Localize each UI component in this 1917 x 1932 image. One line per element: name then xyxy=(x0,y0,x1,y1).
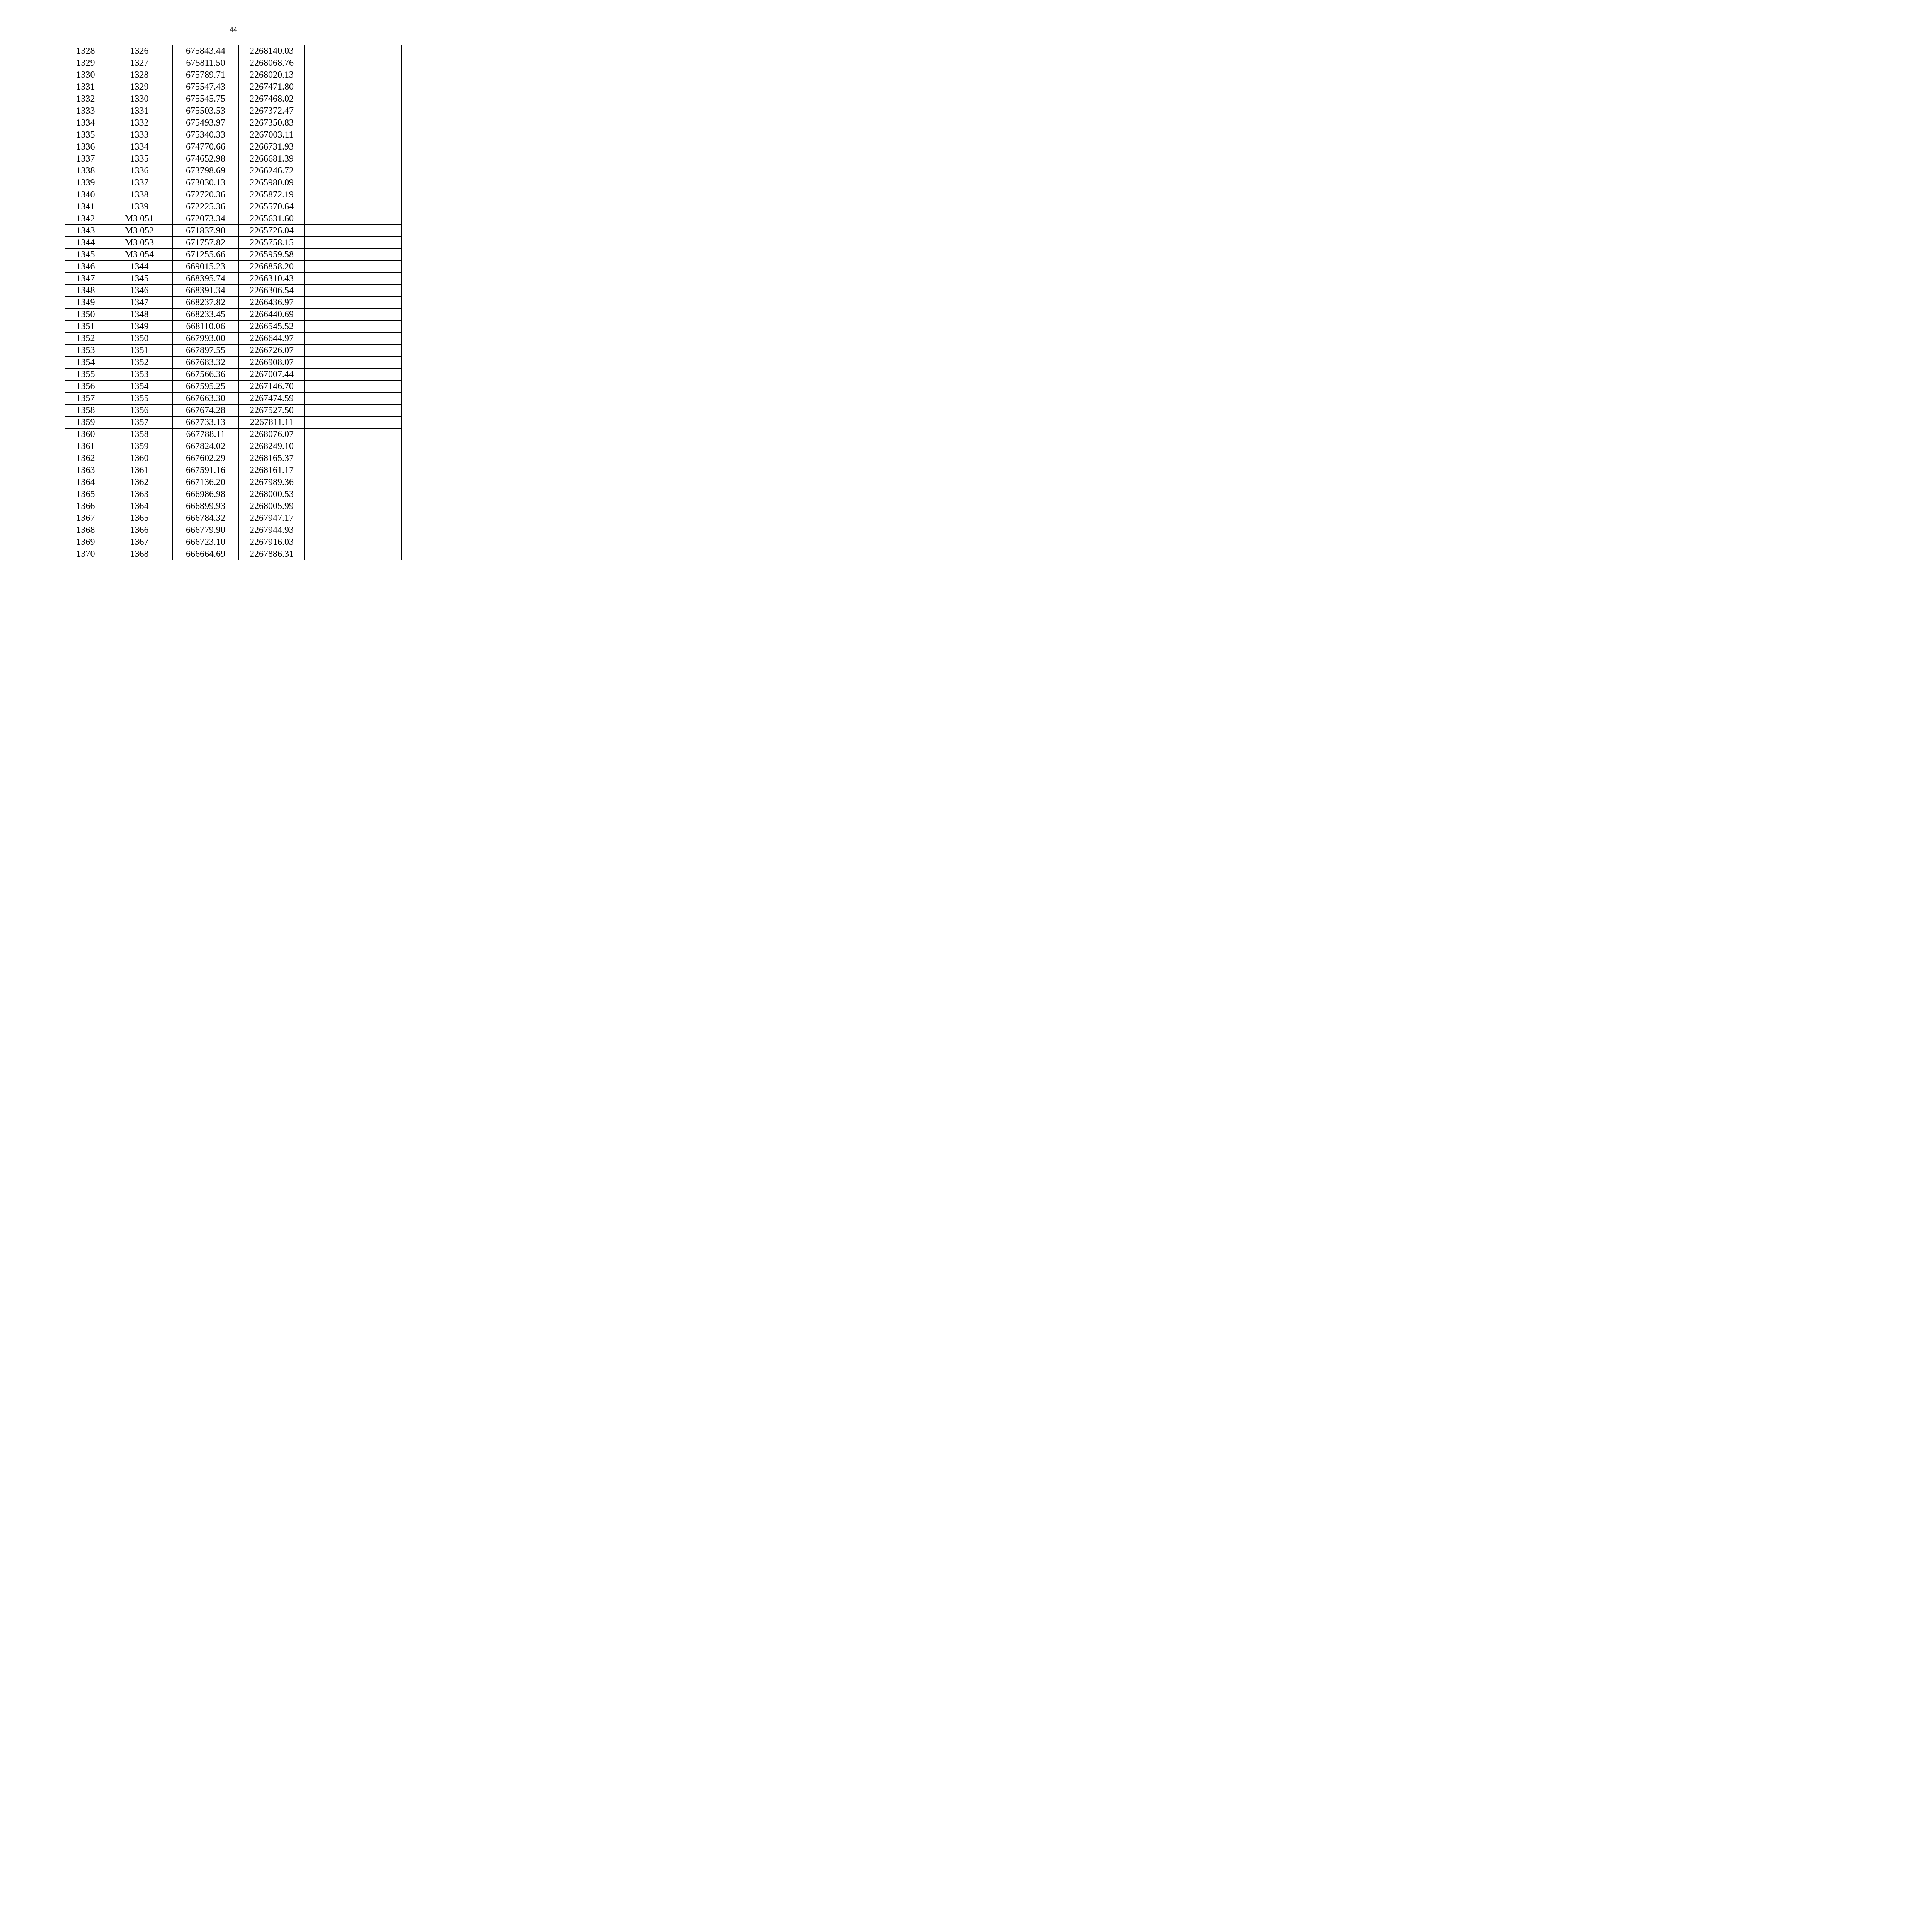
x-coordinate-cell: 672720.36 xyxy=(173,189,239,201)
note-cell xyxy=(305,417,402,429)
table-row xyxy=(65,81,402,93)
table-row xyxy=(65,237,402,249)
table-row xyxy=(65,369,402,381)
x-coordinate-cell: 671255.66 xyxy=(173,249,239,261)
note-cell xyxy=(305,45,402,57)
note-cell xyxy=(305,393,402,405)
point-id-cell: 1344 xyxy=(106,261,173,273)
point-id-cell: 1363 xyxy=(106,488,173,500)
table-row xyxy=(65,488,402,500)
table-row xyxy=(65,117,402,129)
x-coordinate-cell: 671757.82 xyxy=(173,237,239,249)
note-cell xyxy=(305,153,402,165)
point-id-cell: 1346 xyxy=(106,285,173,297)
point-id-cell: МЗ 052 xyxy=(106,225,173,237)
y-coordinate-cell: 2266545.52 xyxy=(239,321,305,333)
x-coordinate-cell: 671837.90 xyxy=(173,225,239,237)
note-cell xyxy=(305,189,402,201)
x-coordinate-cell: 666986.98 xyxy=(173,488,239,500)
point-id-cell: 1345 xyxy=(106,273,173,285)
y-coordinate-cell: 2267989.36 xyxy=(239,476,305,488)
x-coordinate-cell: 675493.97 xyxy=(173,117,239,129)
x-coordinate-cell: 672225.36 xyxy=(173,201,239,213)
note-cell xyxy=(305,464,402,476)
y-coordinate-cell: 2266644.97 xyxy=(239,333,305,345)
table-row xyxy=(65,309,402,321)
point-id-cell: 1361 xyxy=(106,464,173,476)
note-cell xyxy=(305,476,402,488)
table-row xyxy=(65,345,402,357)
point-id-cell: 1351 xyxy=(106,345,173,357)
note-cell xyxy=(305,536,402,548)
point-number-cell: 1350 xyxy=(65,309,106,321)
table-row xyxy=(65,285,402,297)
point-number-cell: 1360 xyxy=(65,429,106,440)
point-number-cell: 1342 xyxy=(65,213,106,225)
table-row xyxy=(65,57,402,69)
table-row xyxy=(65,429,402,440)
point-number-cell: 1340 xyxy=(65,189,106,201)
point-id-cell: МЗ 053 xyxy=(106,237,173,249)
table-row xyxy=(65,536,402,548)
point-id-cell: 1335 xyxy=(106,153,173,165)
y-coordinate-cell: 2267947.17 xyxy=(239,512,305,524)
point-id-cell: МЗ 051 xyxy=(106,213,173,225)
table-row xyxy=(65,512,402,524)
y-coordinate-cell: 2266858.20 xyxy=(239,261,305,273)
point-number-cell: 1353 xyxy=(65,345,106,357)
x-coordinate-cell: 667993.00 xyxy=(173,333,239,345)
point-id-cell: 1352 xyxy=(106,357,173,369)
note-cell xyxy=(305,548,402,560)
point-number-cell: 1348 xyxy=(65,285,106,297)
point-id-cell: 1348 xyxy=(106,309,173,321)
y-coordinate-cell: 2268076.07 xyxy=(239,429,305,440)
coordinates-table-body xyxy=(65,45,402,560)
note-cell xyxy=(305,141,402,153)
note-cell xyxy=(305,309,402,321)
point-number-cell: 1368 xyxy=(65,524,106,536)
point-id-cell: 1350 xyxy=(106,333,173,345)
note-cell xyxy=(305,381,402,393)
table-row xyxy=(65,249,402,261)
table-row xyxy=(65,321,402,333)
note-cell xyxy=(305,237,402,249)
x-coordinate-cell: 673798.69 xyxy=(173,165,239,177)
x-coordinate-cell: 666723.10 xyxy=(173,536,239,548)
point-number-cell: 1370 xyxy=(65,548,106,560)
y-coordinate-cell: 2268165.37 xyxy=(239,452,305,464)
x-coordinate-cell: 675503.53 xyxy=(173,105,239,117)
note-cell xyxy=(305,81,402,93)
y-coordinate-cell: 2268020.13 xyxy=(239,69,305,81)
point-number-cell: 1369 xyxy=(65,536,106,548)
point-number-cell: 1363 xyxy=(65,464,106,476)
point-number-cell: 1347 xyxy=(65,273,106,285)
point-number-cell: 1328 xyxy=(65,45,106,57)
y-coordinate-cell: 2266310.43 xyxy=(239,273,305,285)
table-row xyxy=(65,93,402,105)
table-row xyxy=(65,189,402,201)
point-number-cell: 1331 xyxy=(65,81,106,93)
note-cell xyxy=(305,345,402,357)
point-id-cell: МЗ 054 xyxy=(106,249,173,261)
table-row xyxy=(65,153,402,165)
x-coordinate-cell: 666899.93 xyxy=(173,500,239,512)
y-coordinate-cell: 2266246.72 xyxy=(239,165,305,177)
point-number-cell: 1349 xyxy=(65,297,106,309)
x-coordinate-cell: 667683.32 xyxy=(173,357,239,369)
point-number-cell: 1357 xyxy=(65,393,106,405)
y-coordinate-cell: 2267811.11 xyxy=(239,417,305,429)
y-coordinate-cell: 2267944.93 xyxy=(239,524,305,536)
table-row xyxy=(65,333,402,345)
point-number-cell: 1338 xyxy=(65,165,106,177)
point-number-cell: 1365 xyxy=(65,488,106,500)
x-coordinate-cell: 675843.44 xyxy=(173,45,239,57)
point-id-cell: 1364 xyxy=(106,500,173,512)
y-coordinate-cell: 2267886.31 xyxy=(239,548,305,560)
x-coordinate-cell: 672073.34 xyxy=(173,213,239,225)
table-row xyxy=(65,464,402,476)
point-number-cell: 1362 xyxy=(65,452,106,464)
note-cell xyxy=(305,213,402,225)
x-coordinate-cell: 667595.25 xyxy=(173,381,239,393)
table-row xyxy=(65,297,402,309)
y-coordinate-cell: 2265872.19 xyxy=(239,189,305,201)
note-cell xyxy=(305,285,402,297)
point-id-cell: 1349 xyxy=(106,321,173,333)
x-coordinate-cell: 667824.02 xyxy=(173,440,239,452)
point-number-cell: 1330 xyxy=(65,69,106,81)
x-coordinate-cell: 675547.43 xyxy=(173,81,239,93)
note-cell xyxy=(305,357,402,369)
table-row xyxy=(65,165,402,177)
point-number-cell: 1367 xyxy=(65,512,106,524)
table-row xyxy=(65,213,402,225)
point-id-cell: 1357 xyxy=(106,417,173,429)
point-number-cell: 1351 xyxy=(65,321,106,333)
y-coordinate-cell: 2267372.47 xyxy=(239,105,305,117)
table-row xyxy=(65,452,402,464)
point-number-cell: 1334 xyxy=(65,117,106,129)
table-row xyxy=(65,177,402,189)
point-id-cell: 1336 xyxy=(106,165,173,177)
table-row xyxy=(65,225,402,237)
x-coordinate-cell: 667897.55 xyxy=(173,345,239,357)
note-cell xyxy=(305,440,402,452)
note-cell xyxy=(305,225,402,237)
y-coordinate-cell: 2265959.58 xyxy=(239,249,305,261)
y-coordinate-cell: 2268005.99 xyxy=(239,500,305,512)
point-number-cell: 1345 xyxy=(65,249,106,261)
note-cell xyxy=(305,369,402,381)
point-number-cell: 1364 xyxy=(65,476,106,488)
point-id-cell: 1367 xyxy=(106,536,173,548)
y-coordinate-cell: 2267527.50 xyxy=(239,405,305,417)
x-coordinate-cell: 667602.29 xyxy=(173,452,239,464)
table-row xyxy=(65,417,402,429)
point-number-cell: 1355 xyxy=(65,369,106,381)
table-row xyxy=(65,261,402,273)
x-coordinate-cell: 668110.06 xyxy=(173,321,239,333)
point-number-cell: 1361 xyxy=(65,440,106,452)
point-id-cell: 1328 xyxy=(106,69,173,81)
point-id-cell: 1339 xyxy=(106,201,173,213)
y-coordinate-cell: 2268000.53 xyxy=(239,488,305,500)
point-number-cell: 1343 xyxy=(65,225,106,237)
table-row xyxy=(65,141,402,153)
x-coordinate-cell: 668391.34 xyxy=(173,285,239,297)
point-number-cell: 1335 xyxy=(65,129,106,141)
note-cell xyxy=(305,93,402,105)
point-id-cell: 1334 xyxy=(106,141,173,153)
note-cell xyxy=(305,69,402,81)
note-cell xyxy=(305,524,402,536)
x-coordinate-cell: 675811.50 xyxy=(173,57,239,69)
x-coordinate-cell: 668237.82 xyxy=(173,297,239,309)
y-coordinate-cell: 2267007.44 xyxy=(239,369,305,381)
point-id-cell: 1327 xyxy=(106,57,173,69)
point-id-cell: 1329 xyxy=(106,81,173,93)
x-coordinate-cell: 667733.13 xyxy=(173,417,239,429)
point-number-cell: 1333 xyxy=(65,105,106,117)
coordinates-table xyxy=(65,45,402,560)
y-coordinate-cell: 2267916.03 xyxy=(239,536,305,548)
note-cell xyxy=(305,57,402,69)
x-coordinate-cell: 674770.66 xyxy=(173,141,239,153)
table-row xyxy=(65,393,402,405)
point-number-cell: 1336 xyxy=(65,141,106,153)
table-row xyxy=(65,201,402,213)
y-coordinate-cell: 2265570.64 xyxy=(239,201,305,213)
x-coordinate-cell: 668233.45 xyxy=(173,309,239,321)
note-cell xyxy=(305,117,402,129)
point-id-cell: 1338 xyxy=(106,189,173,201)
note-cell xyxy=(305,261,402,273)
point-number-cell: 1344 xyxy=(65,237,106,249)
note-cell xyxy=(305,273,402,285)
note-cell xyxy=(305,333,402,345)
y-coordinate-cell: 2266681.39 xyxy=(239,153,305,165)
y-coordinate-cell: 2265726.04 xyxy=(239,225,305,237)
y-coordinate-cell: 2266908.07 xyxy=(239,357,305,369)
y-coordinate-cell: 2266726.07 xyxy=(239,345,305,357)
y-coordinate-cell: 2268161.17 xyxy=(239,464,305,476)
point-number-cell: 1352 xyxy=(65,333,106,345)
note-cell xyxy=(305,405,402,417)
point-id-cell: 1362 xyxy=(106,476,173,488)
note-cell xyxy=(305,488,402,500)
point-id-cell: 1365 xyxy=(106,512,173,524)
x-coordinate-cell: 674652.98 xyxy=(173,153,239,165)
point-id-cell: 1331 xyxy=(106,105,173,117)
note-cell xyxy=(305,512,402,524)
point-id-cell: 1332 xyxy=(106,117,173,129)
point-number-cell: 1346 xyxy=(65,261,106,273)
point-number-cell: 1341 xyxy=(65,201,106,213)
y-coordinate-cell: 2266440.69 xyxy=(239,309,305,321)
point-number-cell: 1332 xyxy=(65,93,106,105)
y-coordinate-cell: 2268068.76 xyxy=(239,57,305,69)
table-row xyxy=(65,440,402,452)
point-number-cell: 1358 xyxy=(65,405,106,417)
note-cell xyxy=(305,129,402,141)
page-number: 44 xyxy=(230,26,237,33)
y-coordinate-cell: 2265980.09 xyxy=(239,177,305,189)
point-number-cell: 1356 xyxy=(65,381,106,393)
note-cell xyxy=(305,321,402,333)
note-cell xyxy=(305,297,402,309)
x-coordinate-cell: 667663.30 xyxy=(173,393,239,405)
table-row xyxy=(65,273,402,285)
note-cell xyxy=(305,177,402,189)
table-row xyxy=(65,405,402,417)
note-cell xyxy=(305,165,402,177)
y-coordinate-cell: 2266306.54 xyxy=(239,285,305,297)
y-coordinate-cell: 2268249.10 xyxy=(239,440,305,452)
x-coordinate-cell: 675340.33 xyxy=(173,129,239,141)
y-coordinate-cell: 2266436.97 xyxy=(239,297,305,309)
x-coordinate-cell: 666664.69 xyxy=(173,548,239,560)
table-row xyxy=(65,45,402,57)
y-coordinate-cell: 2265758.15 xyxy=(239,237,305,249)
y-coordinate-cell: 2267468.02 xyxy=(239,93,305,105)
point-id-cell: 1333 xyxy=(106,129,173,141)
note-cell xyxy=(305,429,402,440)
table-row xyxy=(65,476,402,488)
x-coordinate-cell: 667591.16 xyxy=(173,464,239,476)
point-id-cell: 1366 xyxy=(106,524,173,536)
table-row xyxy=(65,357,402,369)
point-id-cell: 1353 xyxy=(106,369,173,381)
point-id-cell: 1355 xyxy=(106,393,173,405)
point-id-cell: 1359 xyxy=(106,440,173,452)
point-id-cell: 1326 xyxy=(106,45,173,57)
note-cell xyxy=(305,249,402,261)
table-row xyxy=(65,548,402,560)
point-id-cell: 1354 xyxy=(106,381,173,393)
point-id-cell: 1337 xyxy=(106,177,173,189)
x-coordinate-cell: 667674.28 xyxy=(173,405,239,417)
note-cell xyxy=(305,452,402,464)
point-number-cell: 1359 xyxy=(65,417,106,429)
x-coordinate-cell: 668395.74 xyxy=(173,273,239,285)
x-coordinate-cell: 667788.11 xyxy=(173,429,239,440)
point-number-cell: 1354 xyxy=(65,357,106,369)
table-row xyxy=(65,524,402,536)
x-coordinate-cell: 666784.32 xyxy=(173,512,239,524)
note-cell xyxy=(305,201,402,213)
x-coordinate-cell: 667566.36 xyxy=(173,369,239,381)
y-coordinate-cell: 2267146.70 xyxy=(239,381,305,393)
x-coordinate-cell: 667136.20 xyxy=(173,476,239,488)
x-coordinate-cell: 669015.23 xyxy=(173,261,239,273)
y-coordinate-cell: 2268140.03 xyxy=(239,45,305,57)
x-coordinate-cell: 666779.90 xyxy=(173,524,239,536)
table-row xyxy=(65,500,402,512)
point-id-cell: 1358 xyxy=(106,429,173,440)
table-row xyxy=(65,381,402,393)
x-coordinate-cell: 675789.71 xyxy=(173,69,239,81)
point-id-cell: 1356 xyxy=(106,405,173,417)
y-coordinate-cell: 2267350.83 xyxy=(239,117,305,129)
y-coordinate-cell: 2267471.80 xyxy=(239,81,305,93)
y-coordinate-cell: 2267474.59 xyxy=(239,393,305,405)
y-coordinate-cell: 2266731.93 xyxy=(239,141,305,153)
point-number-cell: 1337 xyxy=(65,153,106,165)
note-cell xyxy=(305,500,402,512)
x-coordinate-cell: 675545.75 xyxy=(173,93,239,105)
point-number-cell: 1339 xyxy=(65,177,106,189)
table-row xyxy=(65,129,402,141)
y-coordinate-cell: 2265631.60 xyxy=(239,213,305,225)
y-coordinate-cell: 2267003.11 xyxy=(239,129,305,141)
point-number-cell: 1329 xyxy=(65,57,106,69)
table-row xyxy=(65,69,402,81)
x-coordinate-cell: 673030.13 xyxy=(173,177,239,189)
table-row xyxy=(65,105,402,117)
point-id-cell: 1360 xyxy=(106,452,173,464)
point-number-cell: 1366 xyxy=(65,500,106,512)
note-cell xyxy=(305,105,402,117)
point-id-cell: 1330 xyxy=(106,93,173,105)
point-id-cell: 1347 xyxy=(106,297,173,309)
point-id-cell: 1368 xyxy=(106,548,173,560)
